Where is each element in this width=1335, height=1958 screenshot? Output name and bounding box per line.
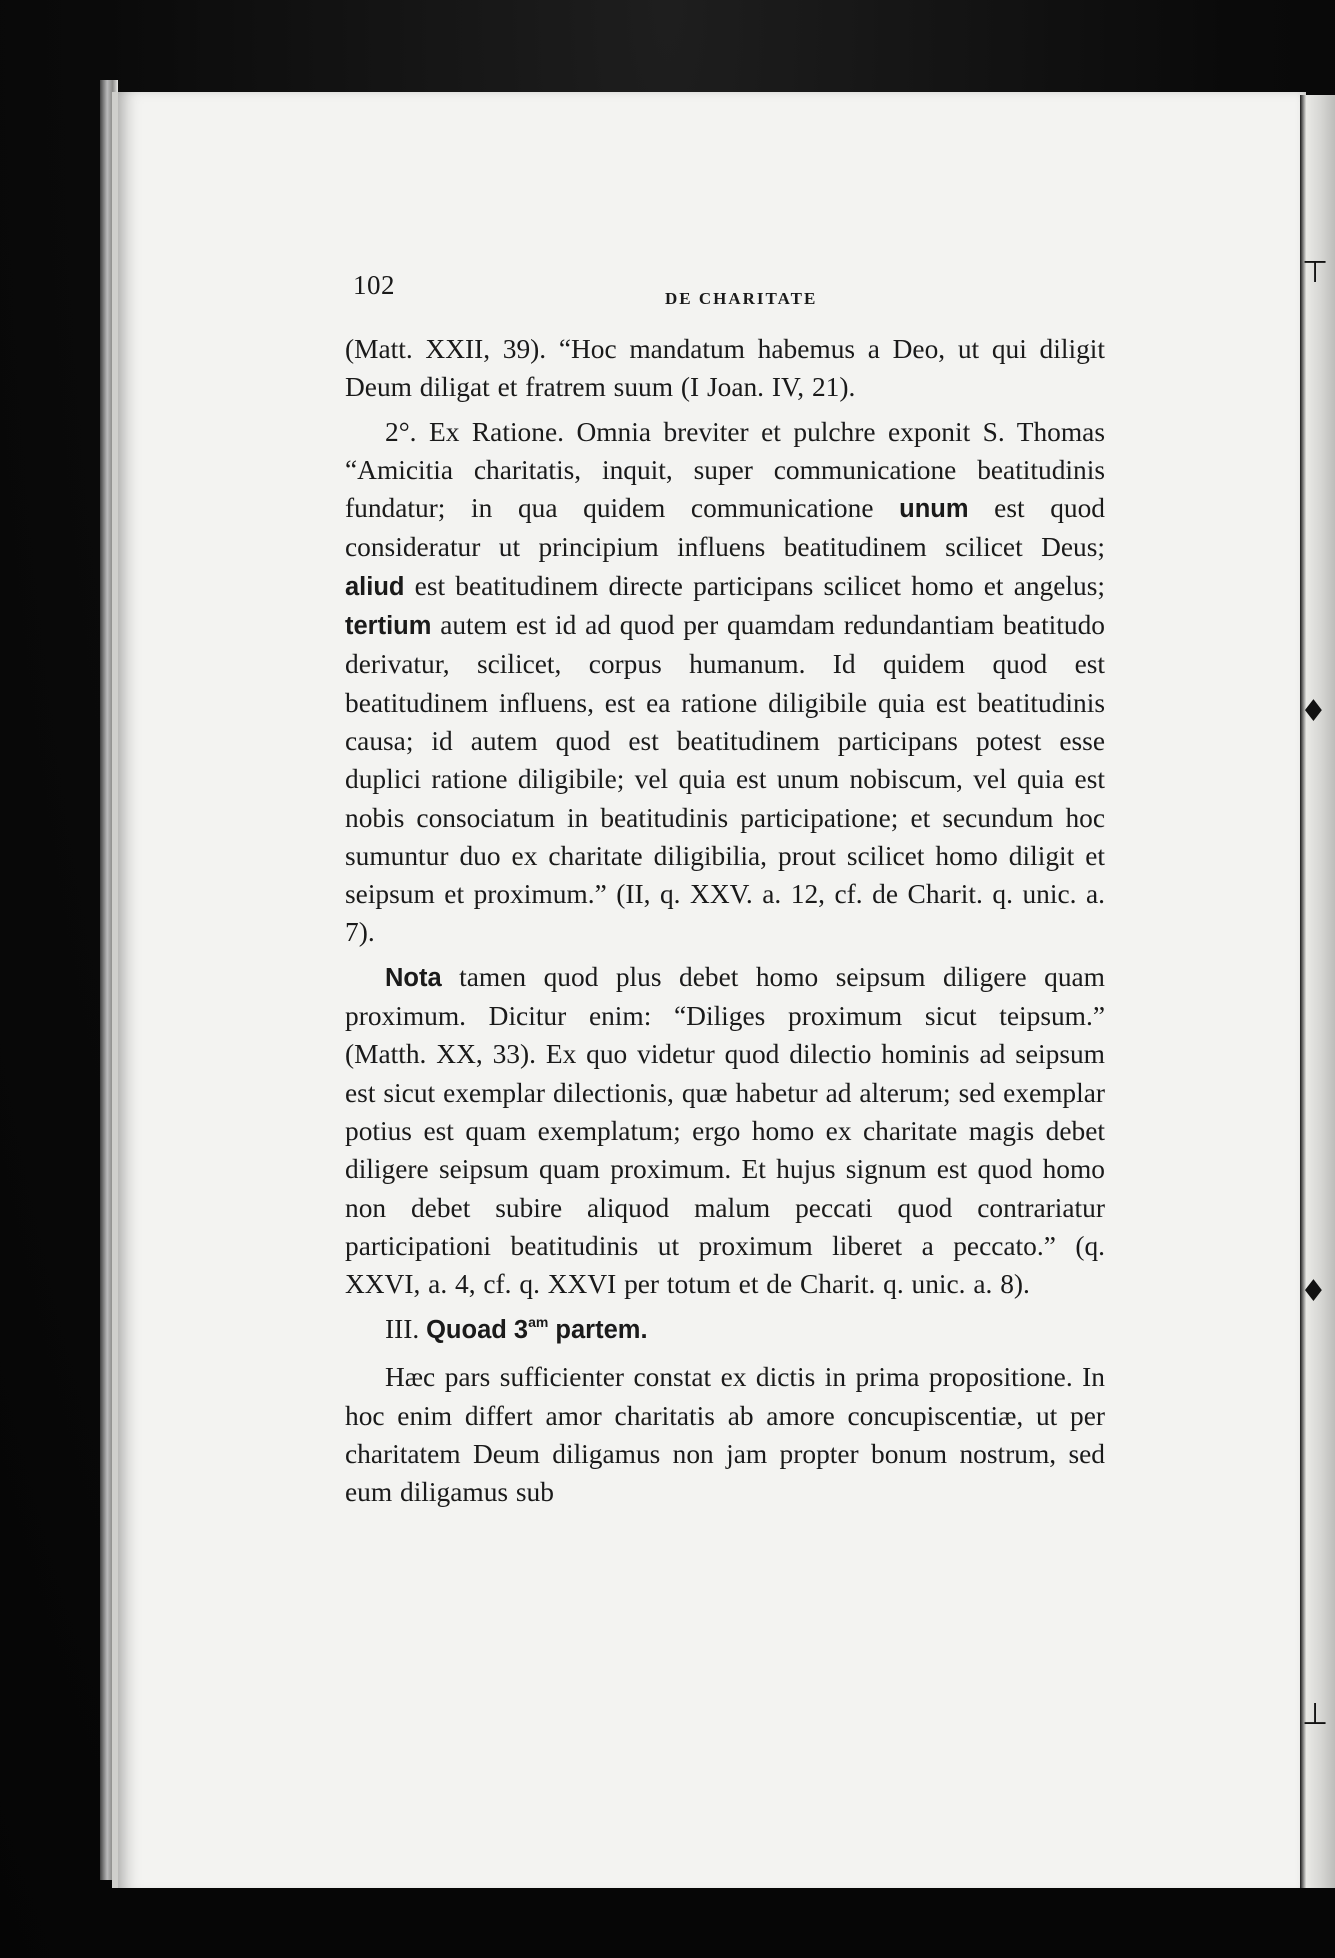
bold-term-nota: Nota — [385, 963, 442, 992]
paragraph-matthew-quote — [345, 330, 1105, 407]
bold-term-aliud: aliud — [345, 572, 405, 601]
page-number: 102 — [353, 270, 395, 300]
paragraph-haec-pars — [345, 1358, 1105, 1511]
page-text — [345, 270, 1105, 1512]
bottom-shadow — [106, 1888, 1335, 1958]
margin-mark-3: ♦ — [1300, 1274, 1327, 1309]
margin-mark-2: ♦ — [1300, 694, 1327, 729]
paragraph-text: Hæc pars sufficienter constat ex dictis in prima propositione. In hoc enim differt amor charitatis ab amore concupiscentiæ, ut per charitatem Deum diligamus non jam propter bonum nostrum, sed eum diligamus sub — [345, 1362, 1105, 1508]
bold-term-unum: unum — [899, 495, 969, 524]
section-title-start: Quoad 3 — [426, 1316, 529, 1345]
section-title-end: partem. — [548, 1316, 648, 1345]
running-head: DE CHARITATE — [665, 289, 818, 308]
text-segment: tamen quod plus debet homo seipsum diligere quam proximum. Dicitur enim: “Diliges proximum sicut teipsum.” (Matth. XX, 33). Ex quo videtur quod dilectio hominis ad seipsum est sicut exemplar dilectionis, quæ habetur ad alterum; sed exemplar potius est quam exemplatum; ergo homo ex charitate magis debet diligere seipsum quam proximum. Et hujus signum est quod homo non debet subire aliquod malum peccati quod contrariatur participationi beatitudinis ut proximum liberet a peccato.” (q. XXVI, a. 4, cf. q. XXVI per totum et de Charit. q. unic. a. 8). — [345, 961, 1105, 1300]
section-title — [426, 1316, 647, 1344]
text-segment: 2°. Ex Ratione. Omnia breviter et pulchre exponit S. Thomas “Amicitia charitatis, inquit, super communicatione beatitudinis fundatur; in qua quidem communicatione — [345, 416, 1105, 524]
paragraph-text: (Matt. XXII, 39). “Hoc mandatum habemus a Deo, ut qui diligit Deum diligat et fratrem suum (I Joan. IV, 21). — [345, 334, 1105, 403]
text-segment: autem est id ad quod per quamdam redundantiam beatitudo derivatur, scilicet, corpus humanum. Id quidem quod est beatitudinem influens, est ea ratione diligibile quia est beatitudinis causa; id autem quod est beatitudinem participans potest esse duplici ratione diligibile; vel quia est unum nobiscum, vel quia est nobis consociatum in beatitudinis participatione; et secundum hoc sumuntur duo ex charitate diligibilia, prout scilicet homo diligit et seipsum et proximum.” (II, q. XXV. a. 12, cf. de Charit. q. unic. a. 7). — [345, 610, 1105, 948]
margin-mark-4: ⊥ — [1302, 1697, 1329, 1732]
paragraph-nota — [345, 958, 1105, 1304]
facing-page-edge — [1300, 95, 1335, 1890]
bold-term-tertium: tertium — [345, 612, 432, 641]
section-title-superscript: am — [528, 1314, 549, 1331]
text-segment: est quod consideratur ut principium influens beatitudinem scilicet Deus; — [345, 493, 1106, 563]
text-segment: est beatitudinem directe participans scilicet homo et angelus; — [404, 570, 1105, 601]
section-heading-iii — [345, 1309, 1105, 1350]
section-numeral: III. — [385, 1314, 420, 1345]
page-header — [345, 270, 1105, 330]
paragraph-ex-ratione — [345, 413, 1105, 952]
margin-mark-1: ⊤ — [1302, 255, 1329, 290]
